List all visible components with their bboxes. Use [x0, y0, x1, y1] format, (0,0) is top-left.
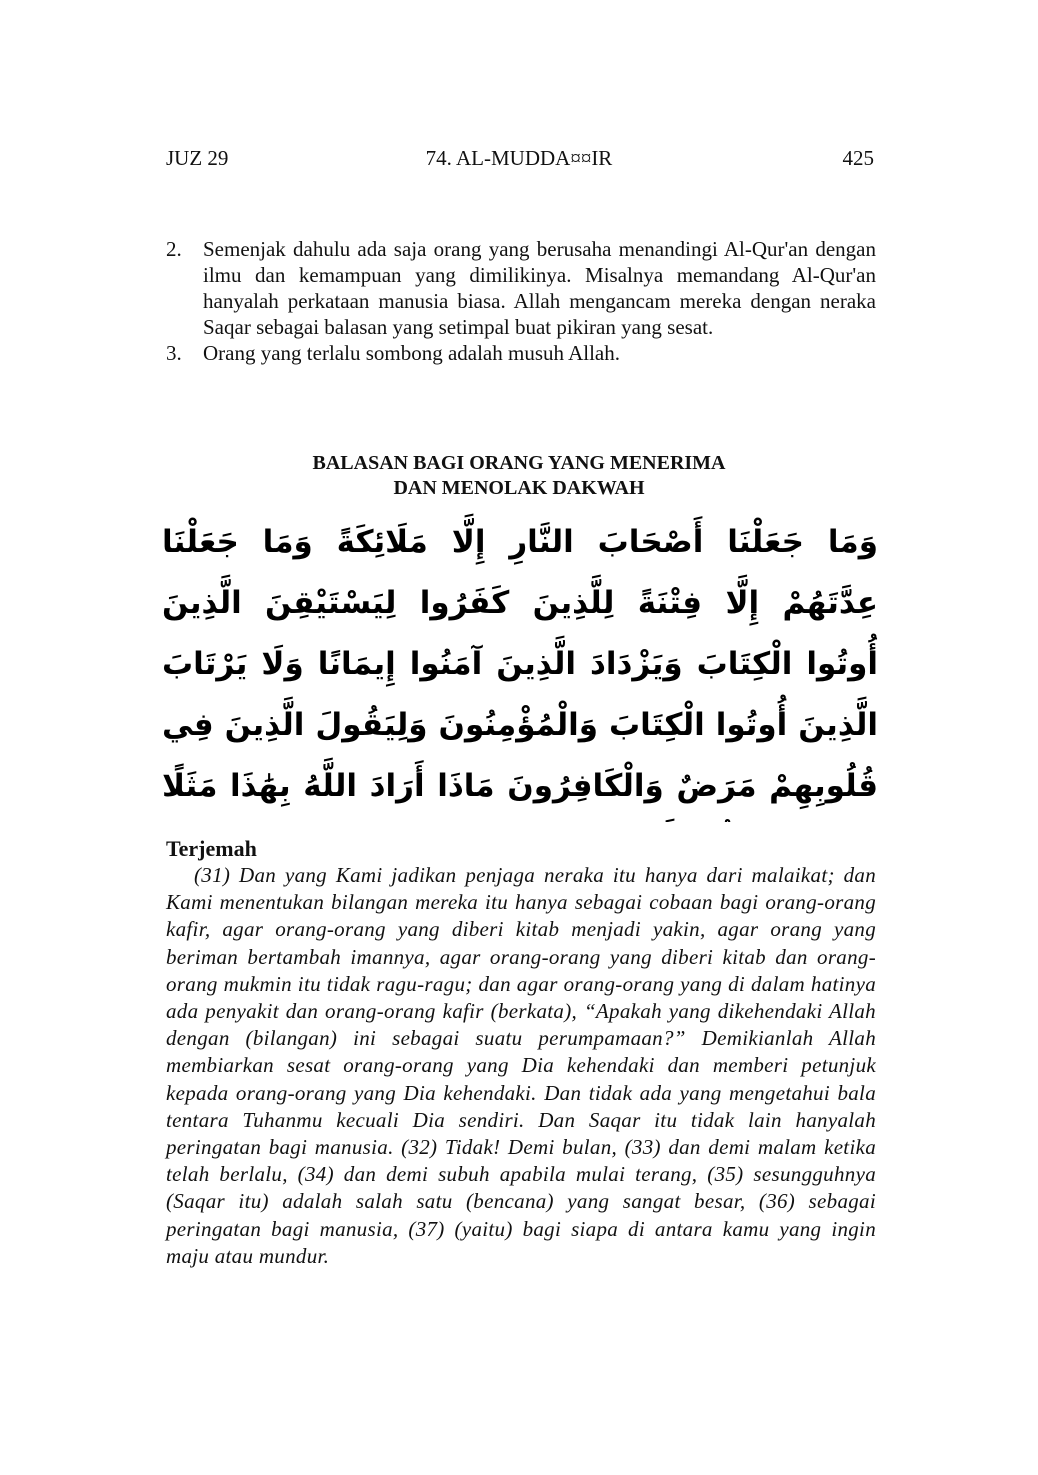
- section-title: [0, 451, 1038, 501]
- list-item: [166, 236, 876, 340]
- arabic-verses: وَمَا جَعَلْنَا أَصْحَابَ النَّارِ إِلَّا مَلَائِكَةً وَمَا جَعَلْنَا عِدَّتَهُمْ إِلَّا فِتْنَةً لِلَّذِينَ كَفَرُوا لِيَسْتَيْقِنَ الَّذِينَ أُوتُوا الْكِتَابَ وَيَزْدَادَ الَّذِينَ آمَنُوا إِيمَانًا وَلَا يَرْتَابَ الَّذِينَ أُوتُوا الْكِتَابَ وَالْمُؤْمِنُونَ وَلِيَقُولَ الَّذِينَ فِي قُلُوبِهِمْ مَرَضٌ وَالْكَافِرُونَ مَاذَا أَرَادَ اللَّهُ بِهَٰذَا مَثَلًا: [162, 524, 878, 804]
- translation-text: (31) Dan yang Kami jadikan penjaga neraka itu hanya dari malaikat; dan Kami menentukan bilangan mereka itu hanya sebagai cobaan bagi orang-orang kafir, agar orang-orang yang diberi kitab menjadi yakin, agar orang yang beriman bertambah imannya, agar orang-orang yang diberi kitab dan orang-orang mukmin itu tidak ragu-ragu; dan agar orang-orang yang di dalam hatinya ada penyakit dan orang-orang kafir (berkata), “Apakah yang dikehendaki Allah dengan (bilangan) ini sebagai suatu perumpamaan?” Demikianlah Allah membiarkan sesat orang-orang yang Dia kehendaki dan memberi petunjuk kepada orang-orang yang Dia kehendaki. Dan tidak ada yang mengetahui bala tentara Tuhanmu kecuali Dia sendiri. Dan Saqar itu tidak lain hanyalah peringatan bagi manusia. (32) Tidak! Demi bulan, (33) dan demi malam ketika telah berlalu, (34) dan demi subuh apabila mulai terang, (35) sesungguhnya (Saqar itu) adalah salah satu (bencana) yang sangat besar, (36) sebagai peringatan bagi manusia, (37) (yaitu) bagi siapa di antara kamu yang ingin maju atau mundur.: [166, 863, 876, 1268]
- item-number: 2.: [166, 237, 182, 261]
- list-item: [166, 340, 876, 366]
- surah-title: 74. AL-MUDDA¤¤IR: [425, 146, 613, 170]
- item-text: Semenjak dahulu ada saja orang yang berusaha menandingi Al-Qur'an dengan ilmu dan kemampuan yang dimilikinya. Misalnya memandang Al-Qur'an hanyalah perkataan manusia biasa. Allah mengancam mereka dengan neraka Saqar sebagai balasan yang setimpal buat pikiran yang sesat.: [203, 237, 876, 339]
- juz-label: JUZ 29: [166, 146, 229, 170]
- translation-heading: Terjemah: [166, 836, 257, 861]
- section-title-line: DAN MENOLAK DAKWAH: [393, 477, 645, 499]
- item-text: Orang yang terlalu sombong adalah musuh Allah.: [203, 341, 620, 365]
- item-number: 3.: [166, 341, 182, 365]
- lesson-points: [166, 236, 876, 366]
- page-number: 425: [842, 146, 874, 170]
- section-title-line: BALASAN BAGI ORANG YANG MENERIMA: [312, 452, 726, 474]
